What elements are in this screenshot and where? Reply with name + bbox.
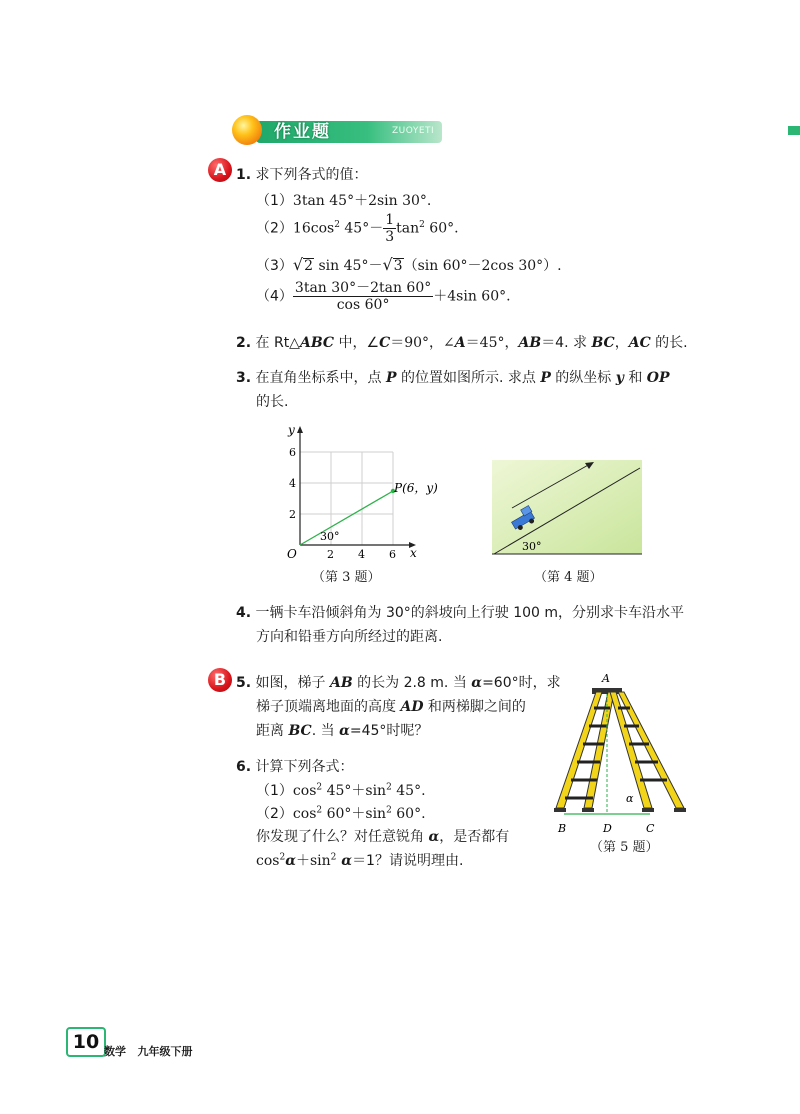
q3-t2: P (385, 370, 397, 386)
q5-t9: 距离 (256, 723, 289, 739)
q6-part2 (256, 803, 426, 823)
q6-part1 (256, 780, 426, 800)
q6-part1-label: （1） (256, 783, 293, 799)
ladder-label-a: A (602, 672, 610, 685)
tan-fraction-denominator: cos 60° (336, 297, 390, 313)
ladder-label-d: D (603, 822, 612, 835)
q6-q2-s2: 2 (330, 852, 337, 863)
sqrt-three: √ 3 (382, 255, 403, 274)
q6-p2-s2: 2 (386, 805, 392, 816)
q3-t7: 和 (623, 370, 647, 386)
q1-part2 (256, 212, 459, 245)
figure-5-caption: （第 5 题） (590, 840, 659, 855)
one-third-fraction (383, 212, 396, 245)
q1-part2-a: 16cos (292, 220, 335, 237)
q5-line3 (256, 720, 428, 740)
q3-t6: y (615, 370, 624, 386)
q1-part2-label: （2） (256, 220, 293, 237)
y-tick-6: 6 (289, 446, 296, 459)
q2-t6: A (454, 335, 466, 351)
q4-line2: 方向和铅垂方向所经过的距离. (256, 629, 443, 645)
q2-t5: ＝90°，∠ (390, 335, 455, 351)
q6-number: 6. (236, 759, 252, 775)
q2-t9: ＝4. 求 (541, 335, 592, 351)
q4-line1-text: 一辆卡车沿倾斜角为 30°的斜坡向上行驶 100 m，分别求卡车沿水平 (255, 605, 685, 621)
q1-part4-label: （4） (256, 288, 293, 305)
x-tick-2: 2 (327, 548, 334, 561)
q3-t3: 的位置如图所示. 求点 (396, 370, 541, 386)
q5-number: 5. (236, 675, 252, 691)
y-tick-2: 2 (289, 508, 296, 521)
radicand-2: 2 (304, 258, 314, 274)
q6-text: 计算下列各式： (255, 759, 354, 775)
q6-alpha: α (428, 829, 440, 845)
x-tick-6: 6 (389, 548, 396, 561)
q6-p2-s1: 2 (316, 805, 323, 816)
q6-q2e: ＝1？请说明理由. (352, 853, 464, 869)
q5-t4: α (471, 675, 483, 691)
q6-p2-b: 60°＋sin (322, 806, 387, 822)
chapter-side-tab (788, 126, 800, 135)
footer-subject: 数学 (104, 1045, 126, 1058)
q1-part3-b: （sin 60°－2cos 30°）. (403, 258, 562, 274)
x-tick-4: 4 (358, 548, 365, 561)
q3-line1 (236, 367, 670, 387)
q1-part2-c: tan (396, 220, 420, 237)
q5-t10: BC (288, 723, 312, 739)
level-b-badge: B (208, 668, 232, 692)
y-axis-arrow-icon (297, 426, 303, 433)
ladder-label-c: C (646, 822, 655, 835)
figure-4-caption: （第 4 题） (534, 570, 603, 585)
figure-5-ladder (552, 668, 692, 840)
q5-line1 (236, 672, 561, 692)
q6-p1-a: cos (292, 783, 317, 799)
q1-part4-tail: ＋4sin 60°. (433, 288, 511, 305)
q1-part2-sup1: 2 (334, 219, 340, 230)
q2-t2: ABC (299, 335, 335, 351)
q6-q2d: α (336, 853, 353, 869)
q1-number: 1. (236, 167, 252, 183)
q5-t12: α (339, 723, 350, 739)
q6-q2c: ＋sin (295, 853, 331, 869)
footer-book-info (104, 1043, 193, 1059)
q2-number: 2. (236, 335, 252, 351)
fraction-denominator: 3 (385, 229, 395, 245)
figure-3-coordinate-plane (276, 420, 446, 565)
q2-t11: ， (614, 335, 629, 351)
q6-p1-s1: 2 (316, 782, 323, 793)
q5-t1: 如图，梯子 (255, 675, 330, 691)
q6-q2b: α (285, 853, 296, 869)
q1-text: 求下列各式的值： (255, 167, 368, 183)
q6-part2-label: （2） (256, 806, 293, 822)
homework-banner (232, 114, 444, 146)
q6-question-line1 (256, 826, 509, 846)
q2-t1: 在 Rt△ (255, 335, 300, 351)
q1-part2-d: 60°. (424, 220, 459, 237)
q5-t6: 梯子顶端离地面的高度 (256, 699, 401, 715)
y-axis-label: y (288, 423, 295, 437)
alpha-label: α (626, 792, 634, 805)
q3-t5: 的纵坐标 (550, 370, 616, 386)
q2-t8: AB (518, 335, 542, 351)
orange-ball-icon (232, 115, 262, 145)
q4-number: 4. (236, 605, 252, 621)
q1-part3-a: sin 45°－ (314, 258, 383, 274)
origin-label: O (287, 547, 297, 561)
q5-t11: . 当 (311, 723, 340, 739)
sqrt-two: √ 2 (292, 255, 314, 274)
q6-q1a: 你发现了什么？对任意锐角 (256, 829, 429, 845)
q3-line2: 的长. (256, 394, 289, 410)
q5-t13: =45°时呢？ (349, 723, 429, 739)
q6-p2-a: cos (292, 806, 317, 822)
q5-t5: =60°时，求 (482, 675, 561, 691)
ladder-feet (554, 808, 686, 812)
q1-part1-expr: 3tan 45°＋2sin 30°. (292, 193, 432, 209)
q2-t3: 中，∠ (334, 335, 380, 351)
footer-grade: 九年级下册 (137, 1045, 193, 1058)
segment-op (300, 491, 393, 545)
q6-q2a: cos (256, 853, 280, 869)
ladder-label-b: B (558, 822, 567, 835)
angle-label-30: 30° (320, 530, 340, 543)
q6-p1-s2: 2 (386, 782, 392, 793)
radicand-3: 3 (393, 258, 403, 274)
q1-stem (236, 164, 368, 184)
q3-t8: OP (646, 370, 670, 386)
q6-q2-s1: 2 (279, 852, 286, 863)
q5-line2 (256, 696, 526, 716)
figure-3-caption: （第 3 题） (312, 570, 381, 585)
q6-p2-c: 60°. (391, 806, 426, 822)
slope-angle-label: 30° (522, 540, 542, 553)
q5-t7: AD (400, 699, 424, 715)
level-a-badge: A (208, 158, 232, 182)
q1-part3-label: （3） (256, 258, 293, 274)
q1-part2-b: 45°－ (339, 220, 384, 237)
figure-4-slope (492, 460, 642, 556)
q3-t1: 在直角坐标系中，点 (255, 370, 386, 386)
q3-t4: P (540, 370, 551, 386)
q2-t4: C (379, 335, 391, 351)
y-tick-4: 4 (289, 477, 296, 490)
q5-t3: 的长为 2.8 m. 当 (352, 675, 472, 691)
q5-t2: AB (329, 675, 353, 691)
x-axis-label: x (410, 546, 417, 560)
q6-q1b: ，是否都有 (439, 829, 510, 845)
tan-fraction (293, 280, 433, 313)
q2 (236, 332, 688, 352)
q4-line1 (236, 602, 684, 622)
q1-part1 (256, 190, 431, 210)
q2-t12: AC (628, 335, 651, 351)
q1-part2-sup2: 2 (419, 219, 425, 230)
banner-title: 作业题 (274, 122, 331, 142)
q6-question-line2 (256, 850, 463, 870)
banner-subtitle: ZUOYETI (392, 126, 435, 136)
q5-t8: 和两梯脚之间的 (423, 699, 526, 715)
q6-p1-b: 45°＋sin (322, 783, 387, 799)
q2-t10: BC (591, 335, 615, 351)
q6-p1-c: 45°. (391, 783, 426, 799)
q1-part4 (256, 280, 511, 313)
point-p-label: P(6，y) (394, 481, 438, 495)
q6-stem (236, 756, 354, 776)
q2-t7: ＝45°， (465, 335, 519, 351)
q3-number: 3. (236, 370, 252, 386)
tan-fraction-numerator: 3tan 30°－2tan 60° (294, 280, 432, 296)
q1-part3 (256, 255, 562, 275)
fraction-numerator: 1 (385, 212, 395, 228)
q1-part1-label: （1） (256, 193, 293, 209)
q2-t13: 的长. (650, 335, 688, 351)
page-number: 10 (66, 1027, 106, 1057)
